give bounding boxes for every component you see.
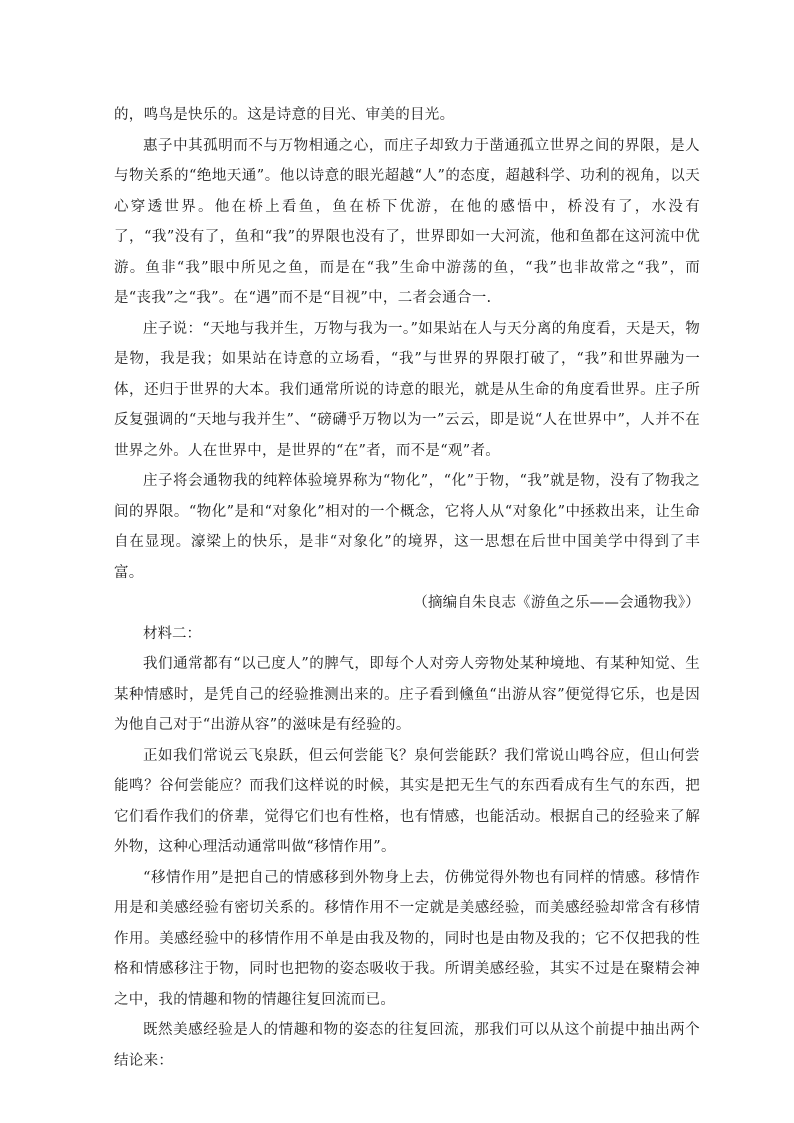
source-citation: （摘编自朱良志《游鱼之乐——会通物我》） [413, 595, 700, 611]
document-page [114, 100, 700, 1076]
paragraph-conclusion: 既然美感经验是人的情趣和物的姿态的往复回流，那我们可以从这个前提中抽出两个结论来： [114, 1022, 700, 1069]
paragraph-wuhua: 庄子将会通物我的纯粹体验境界称为“物化”，“化”于物，“我”就是物，没有了物我之间的界限。“物化”是和“对象化”相对的一个概念，它将人从“对象化”中拯救出来，让生命自在显现。濠梁上的快乐，是非“对象化”的境界，这一思想在后世中国美学中得到了丰富。 [114, 473, 700, 581]
paragraph-yijiduren: 我们通常都有“以己度人”的脾气，即每个人对旁人旁物处某种境地、有某种知觉、生某种情感时，是凭自己的经验推测出来的。庄子看到儵鱼“出游从容”便觉得它乐，也是因为他自己对于“出游从容”的滋味是有经验的。 [114, 656, 700, 733]
material-two-heading: 材料二： [143, 625, 201, 642]
paragraph-yiqing: “移情作用”是把自己的情感移到外物身上去，仿佛觉得外物也有同样的情感。移情作用是和美感经验有密切关系的。移情作用不一定就是美感经验，而美感经验却常含有移情作用。美感经验中的移情作用不单是由我及物的，同时也是由物及我的；它不仅把我的性格和情感移注于物，同时也把物的姿态吸收于我。所谓美感经验，其实不过是在聚精会神之中，我的情趣和物的情趣往复回流而已。 [114, 869, 700, 1008]
paragraph-continued: 的，鸣鸟是快乐的。这是诗意的目光、审美的目光。 [114, 107, 455, 123]
paragraph-yunfei: 正如我们常说云飞泉跃，但云何尝能飞？泉何尝能跃？我们常说山鸣谷应，但山何尝能鸣？谷何尝能应？而我们这样说的时候，其实是把无生气的东西看成有生气的东西，把它们看作我们的侪辈，觉得它们也有性格，也有情感，也能活动。根据自己的经验来了解外物，这种心理活动通常叫做“移情作用”。 [114, 747, 700, 855]
paragraph-zhuangzi-said: 庄子说：“天地与我并生，万物与我为一。”如果站在人与天分离的角度看，天是天，物是物，我是我；如果站在诗意的立场看，“我”与世界的界限打破了，“我”和世界融为一体，还归于世界的大本。我们通常所说的诗意的眼光，就是从生命的角度看世界。庄子所反复强调的“天地与我并生”、“磅礴乎万物以为一”云云，即是说“人在世界中”，人并不在世界之外。人在世界中，是世界的“在”者，而不是“观”者。 [114, 320, 700, 459]
paragraph-huizi: 惠子中其孤明而不与万物相通之心，而庄子却致力于凿通孤立世界之间的界限，是人与物关系的“绝地天通”。他以诗意的眼光超越“人”的态度，超越科学、功利的视角，以天心穿透世界。他在桥上看鱼，鱼在桥下优游，在他的感悟中，桥没有了，水没有了，“我”没有了，鱼和“我”的界限也没有了，世界即如一大河流，他和鱼都在这河流中优游。鱼非“我”眼中所见之鱼，而是在“我”生命中游荡的鱼，“我”也非故常之“我”，而是“丧我”之“我”。在“遇”而不是“目视”中，二者会通合一. [114, 137, 700, 306]
